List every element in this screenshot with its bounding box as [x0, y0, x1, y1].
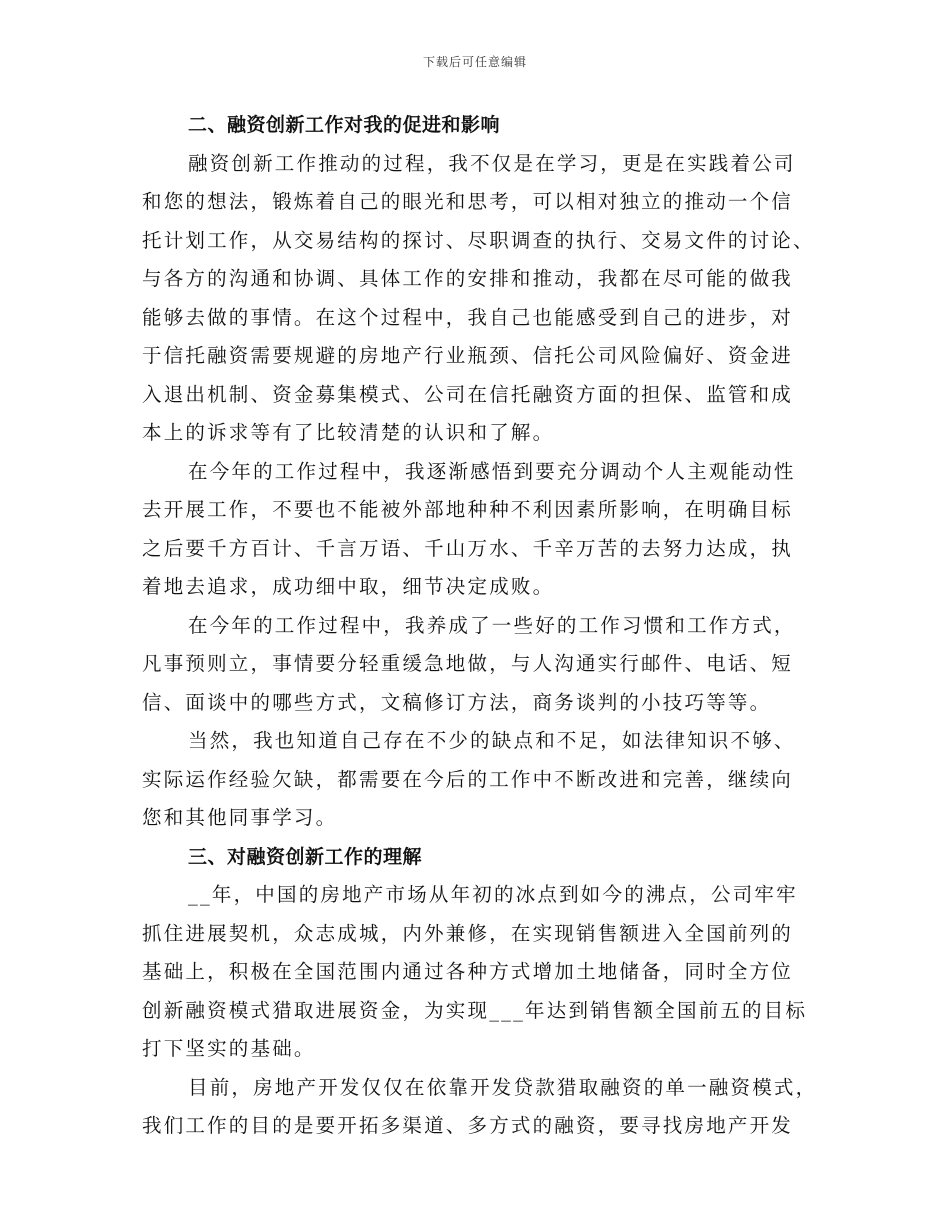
- text-line: 入退出机制、资金募集模式、公司在信托融资方面的担保、监管和成: [142, 382, 794, 406]
- paragraph: [142, 145, 815, 453]
- text-line: 之后要千方百计、千言万语、千山万水、千辛万苦的去努力达成，执: [142, 536, 794, 560]
- paragraph: [142, 1069, 818, 1146]
- text-line: 能够去做的事情。在这个过程中，我自己也能感受到自己的进步，对: [142, 305, 794, 329]
- text-line: 去开展工作，不要也不能被外部地种种不利因素所影响，在明确目标: [142, 498, 794, 521]
- text-line: 凡事预则立，事情要分轻重缓急地做，与人沟通实行邮件、电话、短: [142, 652, 794, 675]
- text-line: 当然，我也知道自己存在不少的缺点和不足，如法律知识不够、: [188, 729, 796, 752]
- text-line: 实际运作经验欠缺，都需要在今后的工作中不断改进和完善，继续向: [142, 767, 794, 791]
- text-line: 与各方的沟通和协调、具体工作的安排和推动，我都在尽可能的做我: [142, 267, 794, 290]
- text-line: 创新融资模式猎取进展资金，为实现___年达到销售额全国前五的目标: [142, 998, 808, 1022]
- header-note: 下载后可任意编辑: [422, 55, 527, 69]
- text-line: 托计划工作，从交易结构的探讨、尽职调查的执行、交易文件的讨论、: [142, 228, 815, 252]
- section-heading: 二、融资创新工作对我的促进和影响: [188, 114, 501, 136]
- text-line: 和您的想法，锻炼着自己的眼光和思考，可以相对独立的推动一个信: [142, 190, 794, 213]
- text-line: 于信托融资需要规避的房地产行业瓶颈、信托公司风险偏好、资金进: [142, 344, 794, 367]
- text-line: 在今年的工作过程中，我逐渐感悟到要充分调动个人主观能动性: [188, 459, 796, 483]
- paragraph: [142, 722, 812, 838]
- text-line: 打下坚实的基础。: [142, 1037, 316, 1060]
- text-line: 您和其他同事学习。: [142, 806, 338, 829]
- text-line: __年，中国的房地产市场从年初的冰点到如今的沸点，公司牢牢: [188, 883, 798, 906]
- paragraph: [142, 607, 812, 723]
- text-line: 抓住进展契机，众志成城，内外兼修，在实现销售额进入全国前列的: [142, 921, 794, 945]
- text-line: 在今年的工作过程中，我养成了一些好的工作习惯和工作方式，: [188, 613, 796, 637]
- text-line: 融资创新工作推动的过程，我不仅是在学习，更是在实践着公司: [188, 151, 796, 175]
- document-body: [142, 106, 818, 1146]
- text-line: 基础上，积极在全国范围内通过各种方式增加土地储备，同时全方位: [142, 960, 794, 983]
- text-line: 目前，房地产开发仅仅在依靠开发贷款猎取融资的单一融资模式，: [188, 1075, 818, 1099]
- text-line: 信、面谈中的哪些方式，文稿修订方法，商务谈判的小技巧等等。: [142, 690, 772, 714]
- text-line: 本上的诉求等有了比较清楚的认识和了解。: [142, 421, 555, 444]
- text-line: 我们工作的目的是要开拓多渠道、多方式的融资，要寻找房地产开发: [142, 1114, 794, 1137]
- paragraph: [142, 876, 812, 1069]
- text-line: 着地去追求，成功细中取，细节决定成败。: [142, 575, 555, 598]
- paragraph: [142, 453, 812, 607]
- section-heading: 三、对融资创新工作的理解: [188, 845, 423, 868]
